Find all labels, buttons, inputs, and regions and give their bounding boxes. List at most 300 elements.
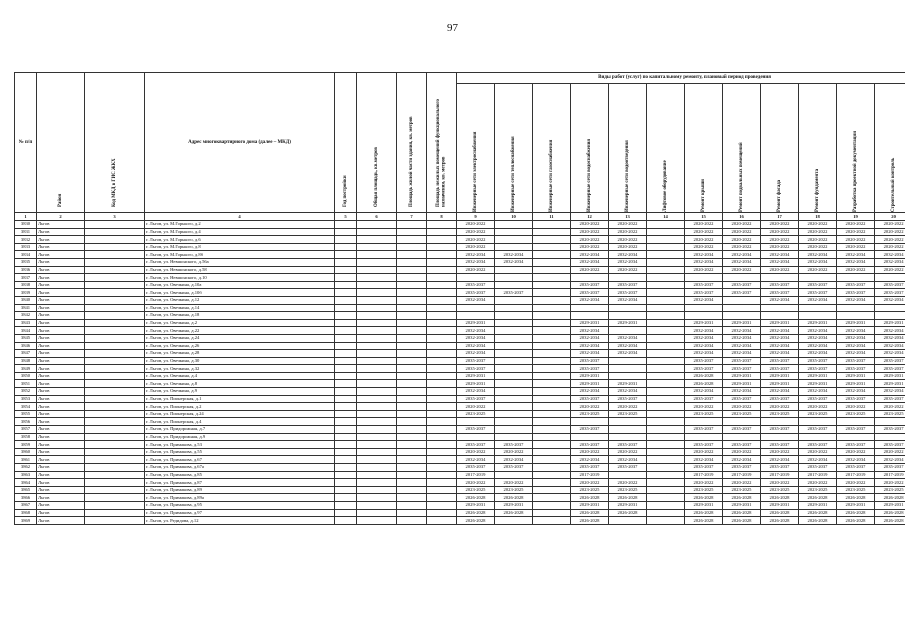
- nonliving-area-cell: [427, 426, 457, 434]
- work-period-cell: 2035-2037: [837, 289, 875, 297]
- header-work-3: Инженерные сети газоснабжения: [533, 84, 571, 213]
- address-cell: г. Льгов, ул. Овечкина, д.18: [145, 312, 335, 320]
- work-period-cell: 2032-2034: [457, 251, 495, 259]
- work-period-cell: 2029-2031: [837, 501, 875, 509]
- work-period-cell: [533, 274, 571, 282]
- district-cell: Льгов: [37, 388, 85, 396]
- row-number-cell: 3837: [15, 274, 37, 282]
- work-period-cell: [571, 274, 609, 282]
- work-period-cell: [609, 418, 647, 426]
- work-period-cell: 2020-2022: [761, 266, 799, 274]
- table-row: [15, 251, 905, 259]
- total-area-cell: [357, 281, 397, 289]
- work-period-cell: 2035-2037: [685, 289, 723, 297]
- header-total-area: Общая площадь, кв.метров: [357, 73, 397, 213]
- work-period-cell: 2032-2034: [609, 350, 647, 358]
- work-period-cell: 2032-2034: [457, 327, 495, 335]
- work-period-cell: [647, 388, 685, 396]
- work-period-cell: 2035-2037: [837, 395, 875, 403]
- work-period-cell: 2032-2034: [571, 388, 609, 396]
- work-period-cell: 2032-2034: [837, 296, 875, 304]
- work-period-cell: 2020-2022: [837, 479, 875, 487]
- living-area-cell: [397, 274, 427, 282]
- nonliving-area-cell: [427, 388, 457, 396]
- work-period-cell: [457, 418, 495, 426]
- table-row: [15, 289, 905, 297]
- header-work-5: Инженерные сети водоотведения: [609, 84, 647, 213]
- address-cell: г. Льгов, ул. Примакова, д.67а: [145, 464, 335, 472]
- living-area-cell: [397, 342, 427, 350]
- address-cell: г. Льгов, ул. М.Горького, д.8: [145, 243, 335, 251]
- work-period-cell: 2029-2031: [457, 319, 495, 327]
- work-period-cell: 2035-2037: [457, 464, 495, 472]
- row-number-cell: 3852: [15, 388, 37, 396]
- work-period-cell: [647, 441, 685, 449]
- code-cell: [85, 448, 145, 456]
- work-period-cell: [533, 228, 571, 236]
- work-period-cell: 2026-2028: [761, 509, 799, 517]
- district-cell: Льгов: [37, 236, 85, 244]
- year-built-cell: [335, 441, 357, 449]
- living-area-cell: [397, 486, 427, 494]
- address-cell: г. Льгов, ул. Овечкина, д.32: [145, 365, 335, 373]
- work-period-cell: 2020-2022: [723, 403, 761, 411]
- work-period-cell: [495, 281, 533, 289]
- work-period-cell: 2029-2031: [875, 319, 905, 327]
- nonliving-area-cell: [427, 471, 457, 479]
- table-row: [15, 296, 905, 304]
- work-period-cell: [799, 274, 837, 282]
- work-period-cell: 2032-2034: [457, 342, 495, 350]
- table-row: [15, 517, 905, 525]
- work-period-cell: [533, 395, 571, 403]
- work-period-cell: 2032-2034: [799, 258, 837, 266]
- living-area-cell: [397, 509, 427, 517]
- total-area-cell: [357, 494, 397, 502]
- work-period-cell: [875, 304, 905, 312]
- district-cell: Льгов: [37, 395, 85, 403]
- work-period-cell: 2020-2022: [837, 228, 875, 236]
- work-period-cell: [647, 403, 685, 411]
- work-period-cell: 2032-2034: [761, 251, 799, 259]
- work-period-cell: 2032-2034: [685, 258, 723, 266]
- column-number: 13: [609, 213, 647, 221]
- work-period-cell: 2029-2031: [761, 372, 799, 380]
- work-period-cell: [647, 479, 685, 487]
- work-period-cell: 2020-2022: [609, 228, 647, 236]
- work-period-cell: 2032-2034: [837, 350, 875, 358]
- work-period-cell: [495, 410, 533, 418]
- address-cell: г. Льгов, ул. Овечкина, д.10б: [145, 289, 335, 297]
- work-period-cell: [533, 418, 571, 426]
- work-period-cell: 2029-2031: [609, 501, 647, 509]
- work-period-cell: 2026-2028: [495, 494, 533, 502]
- work-period-cell: 2023-2025: [495, 486, 533, 494]
- work-period-cell: 2032-2034: [609, 251, 647, 259]
- work-period-cell: 2020-2022: [761, 243, 799, 251]
- work-period-cell: [875, 418, 905, 426]
- work-period-cell: [533, 517, 571, 525]
- header-row-number: № п/п: [15, 73, 37, 213]
- work-period-cell: [647, 357, 685, 365]
- work-period-cell: [533, 372, 571, 380]
- work-period-cell: 2035-2037: [685, 281, 723, 289]
- work-period-cell: 2020-2022: [457, 221, 495, 229]
- living-area-cell: [397, 327, 427, 335]
- work-period-cell: [647, 304, 685, 312]
- total-area-cell: [357, 296, 397, 304]
- work-period-cell: 2032-2034: [799, 327, 837, 335]
- work-period-cell: 2035-2037: [875, 281, 905, 289]
- work-period-cell: [533, 388, 571, 396]
- nonliving-area-cell: [427, 479, 457, 487]
- row-number-cell: 3838: [15, 281, 37, 289]
- work-period-cell: 2020-2022: [571, 236, 609, 244]
- work-period-cell: 2035-2037: [571, 365, 609, 373]
- work-period-cell: [495, 517, 533, 525]
- living-area-cell: [397, 350, 427, 358]
- living-area-cell: [397, 266, 427, 274]
- work-period-cell: 2035-2037: [799, 441, 837, 449]
- work-period-cell: 2020-2022: [761, 479, 799, 487]
- code-cell: [85, 388, 145, 396]
- table-row: [15, 448, 905, 456]
- living-area-cell: [397, 388, 427, 396]
- work-period-cell: 2029-2031: [799, 319, 837, 327]
- work-period-cell: 2032-2034: [457, 334, 495, 342]
- row-number-cell: 3855: [15, 410, 37, 418]
- work-period-cell: [495, 296, 533, 304]
- work-period-cell: 2017-2019: [837, 471, 875, 479]
- work-period-cell: 2035-2037: [495, 464, 533, 472]
- work-period-cell: 2023-2025: [723, 486, 761, 494]
- work-period-cell: 2032-2034: [799, 388, 837, 396]
- code-cell: [85, 501, 145, 509]
- work-period-cell: [647, 501, 685, 509]
- header-work-10: Ремонт фундамента: [799, 84, 837, 213]
- work-period-cell: 2035-2037: [761, 464, 799, 472]
- work-period-cell: 2020-2022: [875, 403, 905, 411]
- code-cell: [85, 334, 145, 342]
- work-period-cell: 2020-2022: [457, 243, 495, 251]
- living-area-cell: [397, 281, 427, 289]
- work-period-cell: 2020-2022: [837, 236, 875, 244]
- code-cell: [85, 426, 145, 434]
- code-cell: [85, 274, 145, 282]
- work-period-cell: 2020-2022: [837, 403, 875, 411]
- district-cell: Льгов: [37, 509, 85, 517]
- year-built-cell: [335, 289, 357, 297]
- row-number-cell: 3856: [15, 418, 37, 426]
- column-number: 7: [397, 213, 427, 221]
- nonliving-area-cell: [427, 281, 457, 289]
- work-period-cell: 2020-2022: [685, 228, 723, 236]
- row-number-cell: 3842: [15, 312, 37, 320]
- work-period-cell: 2032-2034: [875, 388, 905, 396]
- work-period-cell: [647, 327, 685, 335]
- work-period-cell: 2026-2028: [799, 517, 837, 525]
- work-period-cell: 2035-2037: [875, 441, 905, 449]
- work-period-cell: [533, 342, 571, 350]
- work-period-cell: 2026-2028: [875, 494, 905, 502]
- work-period-cell: 2026-2028: [875, 509, 905, 517]
- work-period-cell: [647, 258, 685, 266]
- work-period-cell: [533, 243, 571, 251]
- table-row: [15, 509, 905, 517]
- code-cell: [85, 342, 145, 350]
- work-period-cell: 2023-2025: [761, 486, 799, 494]
- work-period-cell: 2020-2022: [837, 221, 875, 229]
- column-number: 6: [357, 213, 397, 221]
- work-period-cell: 2029-2031: [685, 501, 723, 509]
- work-period-cell: 2032-2034: [837, 456, 875, 464]
- row-number-cell: 3836: [15, 266, 37, 274]
- year-built-cell: [335, 342, 357, 350]
- table-row: [15, 281, 905, 289]
- total-area-cell: [357, 433, 397, 441]
- work-period-cell: [533, 456, 571, 464]
- row-number-cell: 3839: [15, 289, 37, 297]
- work-period-cell: 2023-2025: [685, 486, 723, 494]
- work-period-cell: 2035-2037: [875, 289, 905, 297]
- work-period-cell: 2035-2037: [457, 395, 495, 403]
- total-area-cell: [357, 372, 397, 380]
- work-period-cell: [647, 236, 685, 244]
- header-work-9: Ремонт фасада: [761, 84, 799, 213]
- work-period-cell: 2035-2037: [495, 289, 533, 297]
- work-period-cell: 2017-2019: [875, 471, 905, 479]
- year-built-cell: [335, 395, 357, 403]
- nonliving-area-cell: [427, 410, 457, 418]
- address-cell: г. Льгов, ул. Придорожная, д.9: [145, 433, 335, 441]
- table-row: [15, 395, 905, 403]
- work-period-cell: 2035-2037: [609, 281, 647, 289]
- nonliving-area-cell: [427, 509, 457, 517]
- work-period-cell: 2029-2031: [571, 372, 609, 380]
- nonliving-area-cell: [427, 380, 457, 388]
- work-period-cell: 2032-2034: [685, 342, 723, 350]
- table-row: [15, 479, 905, 487]
- work-period-cell: 2032-2034: [609, 342, 647, 350]
- address-cell: г. Льгов, ул. Пионерская, д.1: [145, 395, 335, 403]
- work-period-cell: 2032-2034: [837, 327, 875, 335]
- row-number-cell: 3866: [15, 494, 37, 502]
- work-period-cell: [647, 312, 685, 320]
- work-period-cell: 2020-2022: [799, 228, 837, 236]
- work-period-cell: 2023-2025: [723, 410, 761, 418]
- work-period-cell: 2032-2034: [875, 334, 905, 342]
- table-row: [15, 380, 905, 388]
- district-cell: Льгов: [37, 418, 85, 426]
- code-cell: [85, 372, 145, 380]
- work-period-cell: 2026-2028: [761, 494, 799, 502]
- work-period-cell: [647, 319, 685, 327]
- work-period-cell: 2029-2031: [609, 319, 647, 327]
- row-number-cell: 3841: [15, 304, 37, 312]
- work-period-cell: 2029-2031: [875, 501, 905, 509]
- work-period-cell: 2032-2034: [761, 327, 799, 335]
- total-area-cell: [357, 418, 397, 426]
- work-period-cell: [495, 357, 533, 365]
- work-period-cell: 2023-2025: [875, 486, 905, 494]
- work-period-cell: [495, 350, 533, 358]
- row-number-cell: 3843: [15, 319, 37, 327]
- living-area-cell: [397, 448, 427, 456]
- header-work-2: Инженерные сети теплоснабжения: [495, 84, 533, 213]
- table-row: [15, 403, 905, 411]
- header-year-built: Год постройки: [335, 73, 357, 213]
- work-period-cell: 2032-2034: [457, 258, 495, 266]
- work-period-cell: [495, 228, 533, 236]
- row-number-cell: 3834: [15, 251, 37, 259]
- code-cell: [85, 395, 145, 403]
- nonliving-area-cell: [427, 334, 457, 342]
- work-period-cell: 2020-2022: [875, 266, 905, 274]
- work-period-cell: 2035-2037: [723, 357, 761, 365]
- nonliving-area-cell: [427, 448, 457, 456]
- address-cell: г. Льгов, ул. М.Горького, д.8б: [145, 251, 335, 259]
- work-period-cell: 2026-2028: [457, 494, 495, 502]
- work-period-cell: 2026-2028: [723, 509, 761, 517]
- work-period-cell: 2020-2022: [799, 266, 837, 274]
- nonliving-area-cell: [427, 312, 457, 320]
- total-area-cell: [357, 410, 397, 418]
- work-period-cell: [799, 418, 837, 426]
- address-cell: г. Льгов, ул. Овечкина, д.28: [145, 350, 335, 358]
- column-number: 12: [571, 213, 609, 221]
- column-number: 8: [427, 213, 457, 221]
- address-cell: г. Льгов, ул. М.Горького, д.2: [145, 221, 335, 229]
- work-period-cell: 2020-2022: [875, 243, 905, 251]
- total-area-cell: [357, 517, 397, 525]
- district-cell: Льгов: [37, 304, 85, 312]
- work-period-cell: 2035-2037: [571, 441, 609, 449]
- work-period-cell: 2032-2034: [761, 258, 799, 266]
- total-area-cell: [357, 479, 397, 487]
- work-period-cell: 2026-2028: [761, 517, 799, 525]
- total-area-cell: [357, 266, 397, 274]
- work-period-cell: [495, 433, 533, 441]
- code-cell: [85, 327, 145, 335]
- work-period-cell: [799, 433, 837, 441]
- work-period-cell: 2020-2022: [457, 228, 495, 236]
- work-period-cell: 2020-2022: [761, 403, 799, 411]
- work-period-cell: 2029-2031: [571, 501, 609, 509]
- header-living-area: Площадь жилой части здания, кв. метров: [397, 73, 427, 213]
- address-cell: г. Льгов, ул. Овечкина, д.26: [145, 342, 335, 350]
- work-period-cell: 2035-2037: [761, 357, 799, 365]
- work-period-cell: [723, 296, 761, 304]
- work-period-cell: 2035-2037: [837, 281, 875, 289]
- work-period-cell: 2035-2037: [609, 464, 647, 472]
- row-number-cell: 3848: [15, 357, 37, 365]
- work-period-cell: [533, 441, 571, 449]
- nonliving-area-cell: [427, 274, 457, 282]
- work-period-cell: 2032-2034: [799, 456, 837, 464]
- nonliving-area-cell: [427, 236, 457, 244]
- table-row: [15, 388, 905, 396]
- work-period-cell: [647, 464, 685, 472]
- district-cell: Льгов: [37, 258, 85, 266]
- row-number-cell: 3857: [15, 426, 37, 434]
- work-period-cell: 2032-2034: [723, 350, 761, 358]
- table-row: [15, 433, 905, 441]
- column-number: 3: [85, 213, 145, 221]
- work-period-cell: 2020-2022: [723, 236, 761, 244]
- work-period-cell: 2032-2034: [875, 456, 905, 464]
- district-cell: Льгов: [37, 365, 85, 373]
- work-period-cell: 2035-2037: [875, 464, 905, 472]
- work-period-cell: 2032-2034: [609, 388, 647, 396]
- work-period-cell: 2023-2025: [837, 410, 875, 418]
- work-period-cell: 2032-2034: [457, 296, 495, 304]
- header-work-6: Лифтовое оборудование: [647, 84, 685, 213]
- work-period-cell: 2017-2019: [761, 471, 799, 479]
- work-period-cell: 2035-2037: [685, 426, 723, 434]
- work-period-cell: 2029-2031: [761, 380, 799, 388]
- work-period-cell: 2032-2034: [685, 334, 723, 342]
- column-number: 5: [335, 213, 357, 221]
- year-built-cell: [335, 471, 357, 479]
- nonliving-area-cell: [427, 365, 457, 373]
- work-period-cell: 2035-2037: [761, 441, 799, 449]
- living-area-cell: [397, 312, 427, 320]
- work-period-cell: [533, 266, 571, 274]
- total-area-cell: [357, 501, 397, 509]
- table-body: [15, 221, 905, 525]
- work-period-cell: 2029-2031: [723, 319, 761, 327]
- work-period-cell: 2020-2022: [685, 479, 723, 487]
- work-period-cell: 2020-2022: [875, 479, 905, 487]
- address-cell: г. Льгов, ул. Примакова, д.97: [145, 509, 335, 517]
- work-period-cell: [609, 433, 647, 441]
- work-period-cell: [723, 433, 761, 441]
- capital-repair-table-sheet: [14, 72, 904, 525]
- capital-repair-table: [14, 72, 905, 525]
- district-cell: Льгов: [37, 479, 85, 487]
- nonliving-area-cell: [427, 441, 457, 449]
- work-period-cell: 2035-2037: [685, 357, 723, 365]
- work-period-cell: 2032-2034: [761, 388, 799, 396]
- work-period-cell: [533, 486, 571, 494]
- year-built-cell: [335, 274, 357, 282]
- work-period-cell: 2023-2025: [571, 410, 609, 418]
- work-period-cell: 2020-2022: [457, 236, 495, 244]
- work-period-cell: [533, 509, 571, 517]
- row-number-cell: 3831: [15, 228, 37, 236]
- work-period-cell: 2029-2031: [799, 372, 837, 380]
- code-cell: [85, 258, 145, 266]
- living-area-cell: [397, 456, 427, 464]
- header-nonliving-area: Площадь нежилых помещений функционального назначения, кв. метров: [427, 73, 457, 213]
- work-period-cell: 2020-2022: [495, 448, 533, 456]
- work-period-cell: [495, 372, 533, 380]
- work-period-cell: 2020-2022: [571, 221, 609, 229]
- living-area-cell: [397, 479, 427, 487]
- work-period-cell: 2026-2028: [457, 509, 495, 517]
- work-period-cell: 2032-2034: [723, 327, 761, 335]
- nonliving-area-cell: [427, 494, 457, 502]
- work-period-cell: 2032-2034: [875, 251, 905, 259]
- total-area-cell: [357, 304, 397, 312]
- work-period-cell: 2035-2037: [571, 281, 609, 289]
- work-period-cell: 2020-2022: [799, 243, 837, 251]
- work-period-cell: [533, 471, 571, 479]
- column-number: 10: [495, 213, 533, 221]
- work-period-cell: [533, 334, 571, 342]
- work-period-cell: 2035-2037: [837, 365, 875, 373]
- work-period-cell: [647, 471, 685, 479]
